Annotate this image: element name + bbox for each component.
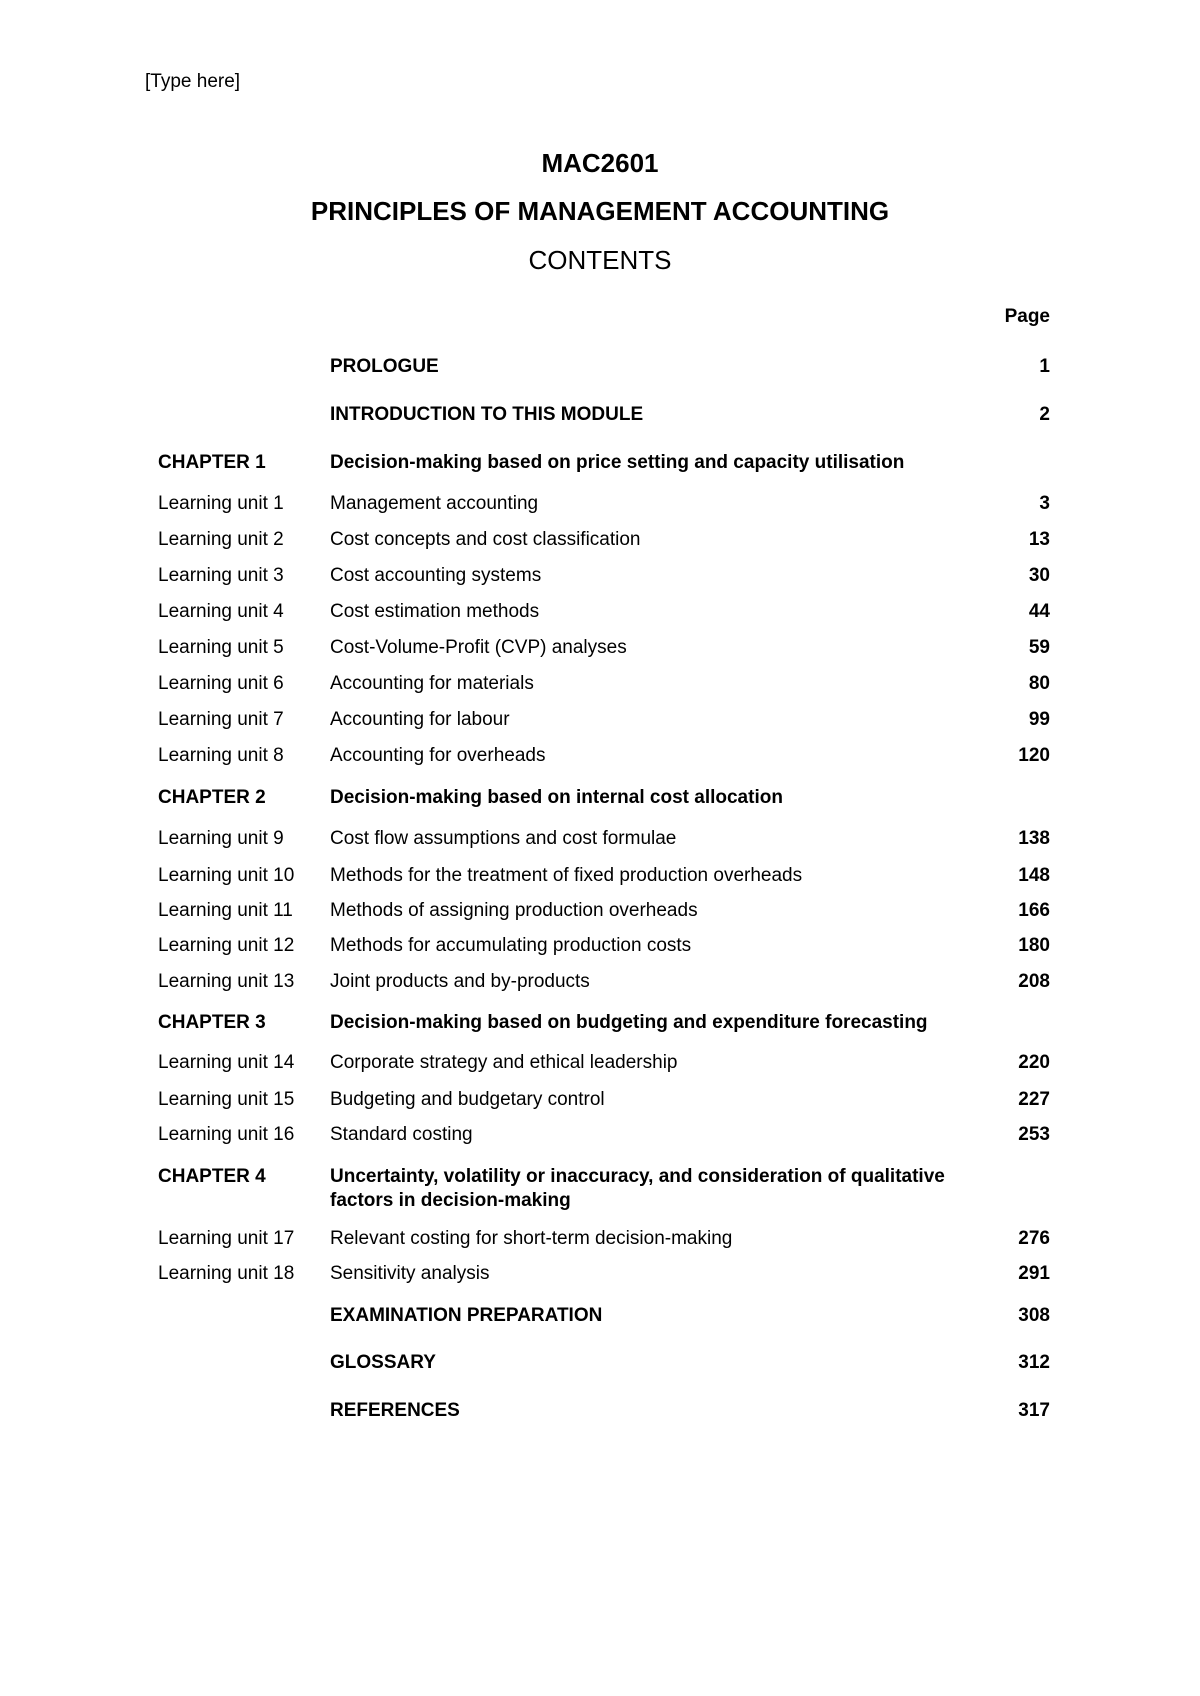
entry-title: Methods of assigning production overheads: [330, 900, 698, 921]
entry-label: Learning unit 1: [158, 493, 284, 514]
entry-label: Learning unit 8: [158, 745, 284, 766]
entry-page-number: 13: [1028, 529, 1050, 550]
entry-title: Cost concepts and cost classification: [330, 529, 641, 550]
entry-page-number: 44: [1028, 601, 1050, 622]
entry-label: CHAPTER 2: [158, 787, 266, 808]
entry-label: CHAPTER 1: [158, 452, 266, 473]
entry-title: Cost estimation methods: [330, 601, 540, 622]
entry-page-number: 59: [1028, 637, 1050, 658]
entry-label: CHAPTER 4: [158, 1166, 266, 1187]
entry-title: Standard costing: [330, 1124, 473, 1145]
entry-page-number: 208: [1018, 971, 1050, 992]
entry-page-number: 276: [1018, 1228, 1050, 1249]
entry-page-number: 308: [1018, 1305, 1050, 1326]
entry-title: Accounting for labour: [330, 709, 510, 730]
entry-title: GLOSSARY: [330, 1352, 436, 1373]
entry-title: Sensitivity analysis: [330, 1263, 490, 1284]
entry-title: Budgeting and budgetary control: [330, 1089, 605, 1110]
entry-page-number: 317: [1018, 1400, 1050, 1421]
entry-title: Methods for the treatment of fixed production overheads: [330, 865, 803, 886]
entry-title: Corporate strategy and ethical leadership: [330, 1052, 678, 1073]
entry-title: Decision-making based on internal cost allocation: [330, 787, 783, 808]
entry-title: Relevant costing for short-term decision-making: [330, 1228, 733, 1249]
entry-label: CHAPTER 3: [158, 1012, 266, 1033]
entry-label: Learning unit 9: [158, 828, 284, 849]
entry-title: Cost accounting systems: [330, 565, 542, 586]
entry-label: Learning unit 10: [158, 865, 295, 886]
entry-title: Accounting for materials: [330, 673, 534, 694]
entry-title: Joint products and by-products: [330, 971, 590, 992]
entry-page-number: 220: [1018, 1052, 1050, 1073]
entry-title: INTRODUCTION TO THIS MODULE: [330, 404, 644, 425]
entry-page-number: 120: [1018, 745, 1050, 766]
entry-label: Learning unit 12: [158, 935, 295, 956]
entry-label: Learning unit 15: [158, 1089, 295, 1110]
entry-title: Decision-making based on price setting and capacity utilisation: [330, 452, 905, 473]
entry-page-number: 227: [1018, 1089, 1050, 1110]
entry-page-number: 138: [1018, 828, 1050, 849]
entry-page-number: 1: [1039, 356, 1050, 377]
entry-label: Learning unit 14: [158, 1052, 295, 1073]
entry-label: Learning unit 6: [158, 673, 284, 694]
entry-title: Cost-Volume-Profit (CVP) analyses: [330, 637, 627, 658]
entry-title: REFERENCES: [330, 1400, 460, 1421]
entry-page-number: 2: [1039, 404, 1050, 425]
entry-page-number: 166: [1018, 900, 1050, 921]
entry-page-number: 180: [1018, 935, 1050, 956]
entry-label: Learning unit 7: [158, 709, 284, 730]
entry-label: Learning unit 11: [158, 900, 293, 921]
contents-heading: CONTENTS: [528, 245, 672, 275]
entry-page-number: 3: [1039, 493, 1050, 514]
entry-title: Cost flow assumptions and cost formulae: [330, 828, 677, 849]
entry-page-number: 148: [1018, 865, 1050, 886]
header-placeholder: [Type here]: [145, 71, 241, 92]
entry-title: Accounting for overheads: [330, 745, 546, 766]
entry-page-number: 291: [1018, 1263, 1050, 1284]
entry-label: Learning unit 18: [158, 1263, 295, 1284]
entry-title: Uncertainty, volatility or inaccuracy, and consideration of qualitative factors in decision-making: [330, 1166, 945, 1211]
entry-label: Learning unit 17: [158, 1228, 295, 1249]
entry-title: EXAMINATION PREPARATION: [330, 1305, 603, 1326]
module-title: PRINCIPLES OF MANAGEMENT ACCOUNTING: [310, 196, 890, 226]
entry-title: PROLOGUE: [330, 356, 439, 377]
entry-page-number: 99: [1028, 709, 1050, 730]
entry-title: Decision-making based on budgeting and expenditure forecasting: [330, 1012, 928, 1033]
entry-page-number: 30: [1028, 565, 1050, 586]
entry-label: Learning unit 13: [158, 971, 295, 992]
entry-label: Learning unit 16: [158, 1124, 295, 1145]
entry-label: Learning unit 5: [158, 637, 284, 658]
entry-label: Learning unit 2: [158, 529, 284, 550]
entry-page-number: 80: [1028, 673, 1050, 694]
entry-title: Management accounting: [330, 493, 539, 514]
entry-title: Methods for accumulating production costs: [330, 935, 692, 956]
page-column-heading: Page: [1004, 306, 1050, 327]
entry-label: Learning unit 3: [158, 565, 284, 586]
module-code: MAC2601: [541, 148, 659, 178]
entry-page-number: 312: [1018, 1352, 1050, 1373]
entry-page-number: 253: [1018, 1124, 1050, 1145]
entry-label: Learning unit 4: [158, 601, 284, 622]
